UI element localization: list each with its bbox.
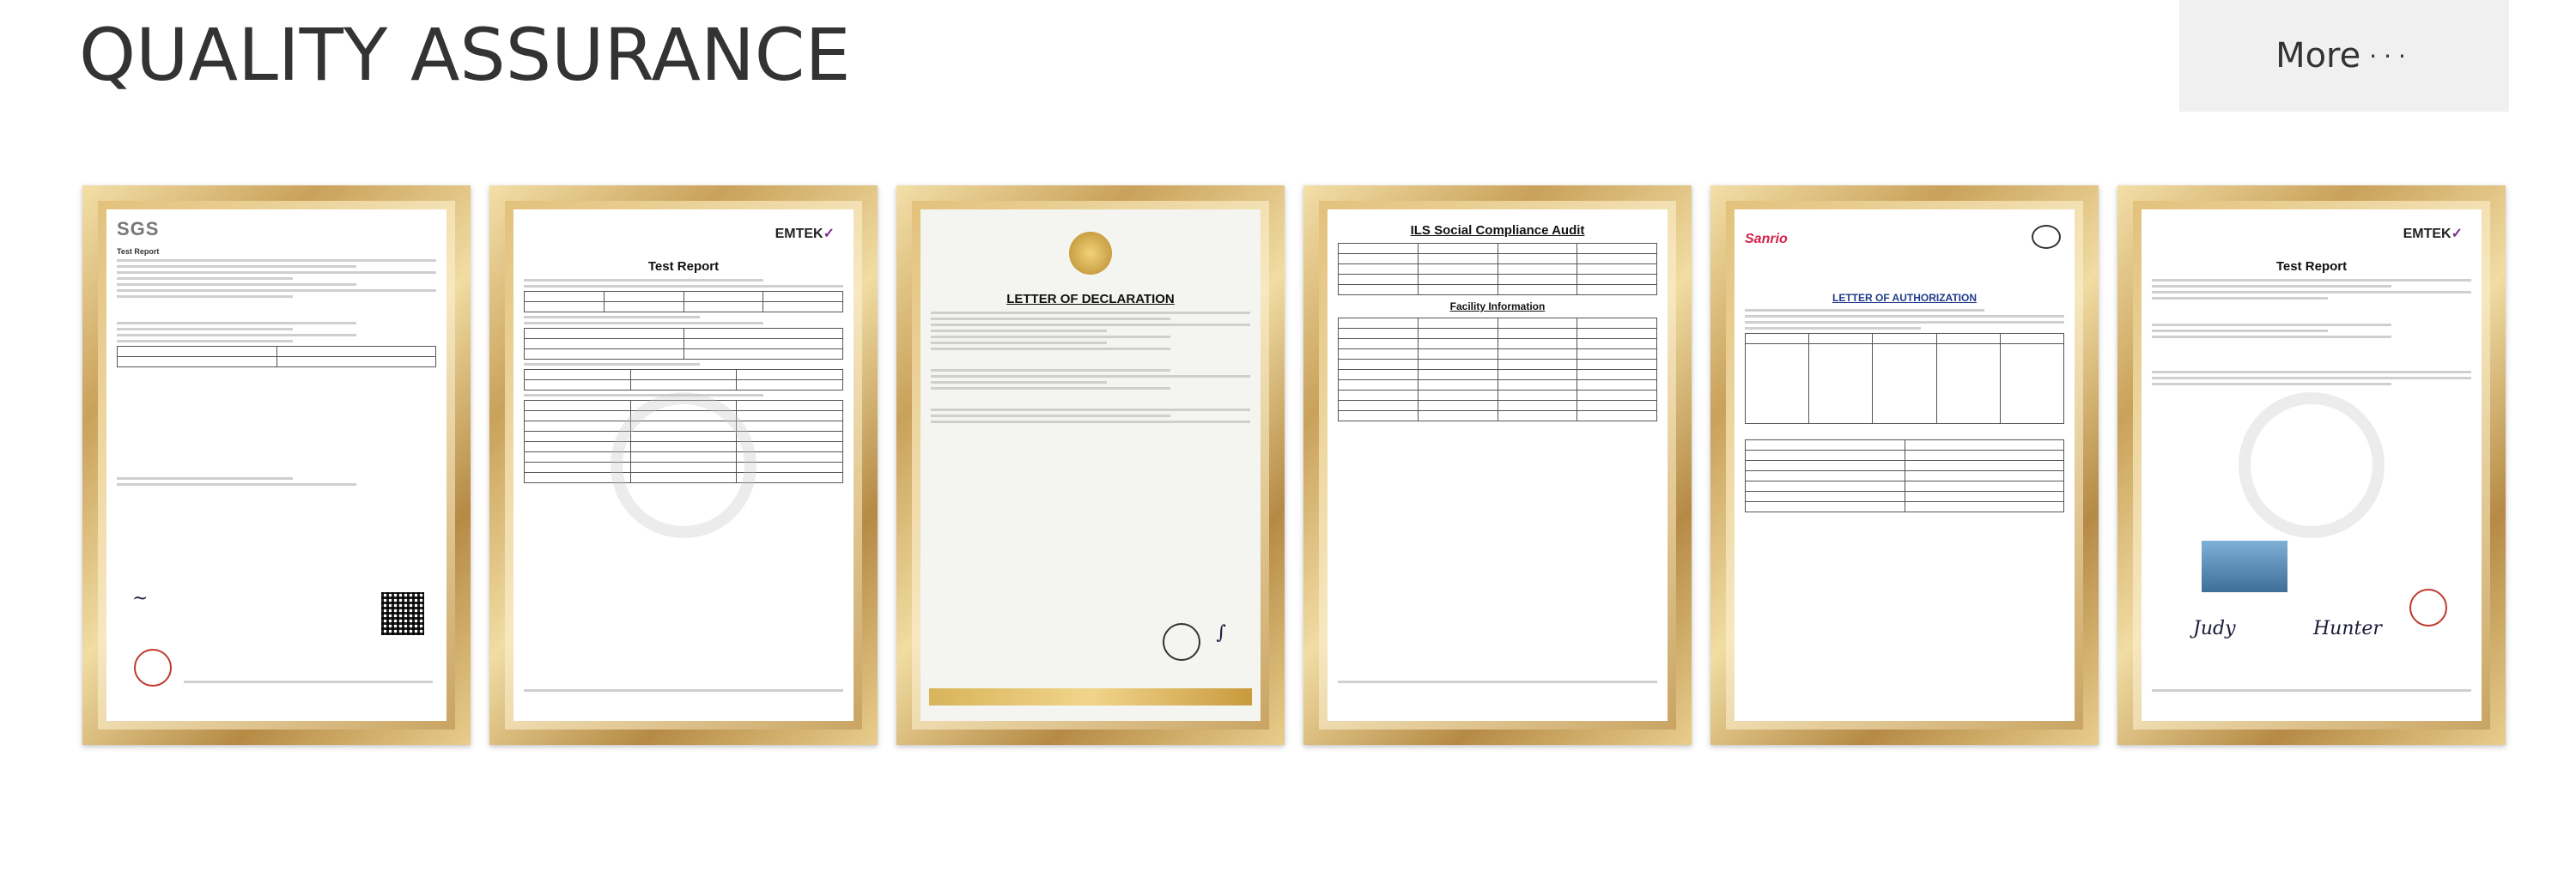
certificate-document	[106, 209, 447, 721]
more-button[interactable]	[2179, 0, 2509, 112]
page-title: QUALITY ASSURANCE	[79, 13, 851, 97]
doc-subheading: Facility Information	[1449, 300, 1546, 312]
doc-heading: Test Report	[117, 247, 160, 256]
footer-bar	[929, 688, 1252, 705]
signature: ∫	[1216, 622, 1226, 644]
sanrio-logo: Sanrio	[1745, 232, 1788, 246]
doc-heading: ILS Social Compliance Audit	[1410, 223, 1585, 238]
stamp-icon	[134, 649, 172, 687]
signature: Judy	[2193, 618, 2236, 639]
certificate-document	[1327, 209, 1668, 721]
stamp-icon	[2409, 589, 2447, 627]
sample-photo	[2202, 541, 2287, 592]
certificate-frame-authorization[interactable]	[1710, 185, 2099, 745]
certificate-frame-sgs[interactable]	[82, 185, 471, 745]
emtek-logo: EMTEK✓	[775, 227, 835, 241]
sgs-logo: SGS	[117, 218, 160, 239]
certificate-document	[513, 209, 854, 721]
certificate-frame-emtek[interactable]	[489, 185, 878, 745]
brand-emblem-icon	[1069, 232, 1112, 275]
certificate-document	[2142, 209, 2482, 721]
certificate-frame-emtek-2[interactable]	[2117, 185, 2506, 745]
emtek-logo: EMTEK✓	[2403, 227, 2463, 241]
certificate-document	[920, 209, 1261, 721]
watermark-icon	[2239, 392, 2385, 538]
signature: Hunter	[2313, 618, 2382, 639]
stamp-icon	[1163, 623, 1200, 661]
mascot-icon	[2032, 225, 2061, 249]
doc-heading: LETTER OF DECLARATION	[1006, 292, 1175, 306]
more-dots-icon: ···	[2369, 41, 2413, 70]
certificate-gallery	[82, 185, 2506, 745]
doc-heading: Test Report	[647, 259, 720, 274]
more-label: More	[2275, 36, 2361, 76]
qr-code-icon	[381, 592, 424, 635]
certificate-frame-audit[interactable]	[1303, 185, 1692, 745]
certificate-document	[1735, 209, 2075, 721]
doc-heading: Test Report	[2275, 259, 2348, 274]
certificate-frame-declaration[interactable]	[896, 185, 1285, 745]
doc-heading: LETTER OF AUTHORIZATION	[1832, 292, 1977, 304]
signature: ~	[132, 588, 149, 609]
watermark-icon	[611, 392, 756, 538]
